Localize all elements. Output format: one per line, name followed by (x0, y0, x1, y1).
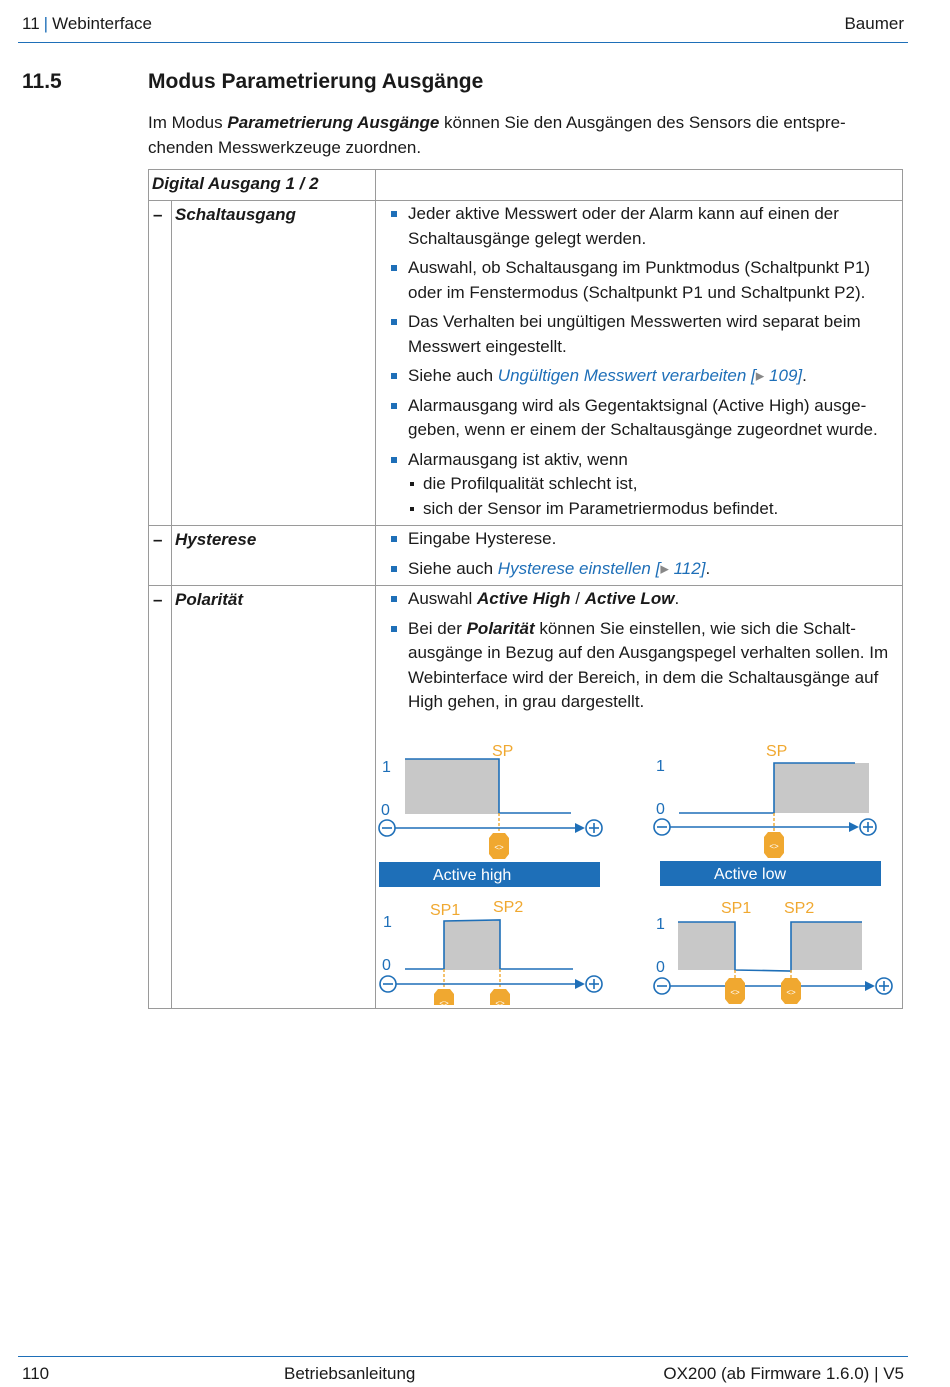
handle-glyph: <> (495, 999, 505, 1005)
text: Bei der (408, 618, 467, 638)
sub-list-item: sich der Sensor im Parametriermodus befindet. (408, 497, 899, 522)
list-item: Eingabe Hysterese. (389, 527, 899, 552)
link-ungueltigen-messwert[interactable] (498, 366, 802, 385)
sp2-handle-icon[interactable] (490, 989, 510, 1005)
sp1-handle-icon[interactable] (725, 978, 745, 1004)
high-region (444, 921, 500, 970)
high-region (405, 759, 499, 814)
sp-label: SP (492, 743, 514, 760)
list-item: Jeder aktive Messwert oder der Alarm kann auf einen der Schaltausgänge gelegt werden. (389, 202, 899, 251)
handle-glyph: <> (769, 842, 779, 851)
table-divider-dash (171, 200, 172, 1009)
row-dash: – (153, 590, 163, 609)
high-region-right (791, 922, 862, 970)
see-also-suffix: . (802, 366, 807, 385)
section-title: Modus Parametrierung Ausgänge (148, 70, 484, 93)
panel-active-high-sp (379, 743, 602, 887)
level-low-label: 0 (656, 801, 665, 818)
active-high-label: Active high (433, 867, 512, 884)
intro-paragraph (148, 110, 888, 160)
level-high-label: 1 (656, 758, 665, 775)
list-item: Auswahl, ob Schaltausgang im Punktmodus (Schaltpunkt P1) oder im Fenstermodus (Schaltpunkt P1 und Schaltpunkt P2). (389, 256, 899, 305)
link-page: 112] (668, 558, 706, 578)
high-region-left (678, 922, 735, 970)
alarm-active-text: Alarmausgang ist aktiv, wenn (408, 449, 628, 469)
level-high-label: 1 (383, 914, 392, 931)
list-item: Alarmausgang wird als Gegentaktsignal (Active High) ausge- geben, wenn er einem der Schaltausgänge zugeordnet wurde. (389, 394, 899, 443)
high-region (774, 763, 869, 813)
active-low-text: Active Low (584, 589, 675, 608)
polarity-diagram (375, 720, 900, 1005)
list-item: Das Verhalten bei ungültigen Messwerten wird separat beim Messwert eingestellt. (389, 310, 899, 359)
level-high-label: 1 (656, 916, 665, 933)
see-also-prefix: Siehe auch (408, 558, 498, 578)
schaltausgang-bullets (389, 202, 899, 526)
document-type: Betriebsanleitung (284, 1364, 416, 1383)
header-rule (18, 42, 908, 43)
see-also-suffix: . (705, 558, 711, 578)
polaritaet-bullets (389, 587, 899, 720)
see-also-prefix: Siehe auch (408, 366, 498, 385)
text: / (570, 589, 585, 608)
alarm-sub-list (408, 472, 899, 521)
product-version: OX200 (ab Firmware 1.6.0) | V5 (663, 1364, 904, 1383)
active-high-text: Active High (476, 589, 571, 608)
panel-active-low-sp (654, 743, 881, 886)
section-number: 11.5 (22, 70, 62, 93)
arrow-icon: ▸ (755, 366, 765, 385)
page-number: 110 (22, 1364, 50, 1383)
sp2-label: SP2 (493, 899, 524, 916)
page-header-chapter (22, 14, 152, 34)
brand-name: Baumer (844, 14, 904, 33)
intro-line1-rest: können Sie den Ausgängen des Sensors die entspre- (439, 113, 846, 132)
header-separator: | (43, 14, 49, 33)
footer-rule (18, 1356, 908, 1357)
table-heading: Digital Ausgang 1 / 2 (152, 174, 319, 193)
list-item (389, 617, 899, 715)
handle-glyph: <> (494, 843, 504, 852)
active-low-label: Active low (714, 866, 787, 883)
link-text: Ungültigen Messwert verarbeiten [ (497, 366, 756, 385)
handle-glyph: <> (439, 999, 449, 1005)
row-dash: – (153, 530, 163, 549)
row-label-schaltausgang: Schaltausgang (175, 205, 296, 224)
row-label-polaritaet: Polarität (175, 590, 244, 609)
list-item (389, 557, 899, 582)
intro-prefix: Im Modus (148, 113, 228, 132)
text: . (674, 589, 680, 608)
level-low-label: 0 (656, 959, 665, 976)
row-dash: – (153, 205, 163, 224)
level-low-label: 0 (381, 802, 390, 819)
chapter-number: 11 (22, 14, 40, 33)
list-item (389, 364, 899, 389)
sp1-label: SP1 (721, 900, 752, 917)
text: Auswahl (408, 589, 477, 608)
chapter-title: Webinterface (52, 14, 152, 33)
text: können Sie einstellen, wie sich die Schalt- ausgänge in Bezug auf den Ausgangspegel verhalten sollen. Im Webinterface wird der Bereich, in dem die Schaltausgänge auf High gehen, in grau dargestellt. (408, 618, 889, 711)
table-rule-head (149, 200, 902, 201)
panel-active-low-window (654, 900, 892, 1005)
list-item (389, 587, 899, 612)
arrow-icon: ▸ (660, 558, 669, 578)
sub-list-item: die Profilqualität schlecht ist, (408, 472, 899, 497)
sp-handle-icon[interactable] (764, 832, 784, 858)
level-low-label: 0 (382, 957, 391, 974)
hysterese-bullets (389, 527, 899, 586)
sp-handle-icon[interactable] (489, 833, 509, 859)
sp1-label: SP1 (430, 902, 461, 919)
link-page: 109] (764, 366, 803, 385)
link-hysterese-einstellen[interactable] (498, 559, 706, 578)
sp-label: SP (766, 743, 788, 760)
panel-active-high-window (380, 899, 602, 1005)
list-item (389, 448, 899, 522)
intro-line2: chenden Messwerkzeuge zuordnen. (148, 138, 422, 157)
sp2-handle-icon[interactable] (781, 978, 801, 1004)
intro-highlight: Parametrierung Ausgänge (227, 113, 440, 132)
handle-glyph: <> (786, 988, 796, 997)
parameter-table (148, 169, 903, 1009)
link-text: Hysterese einstellen [ (497, 558, 661, 578)
sp1-handle-icon[interactable] (434, 989, 454, 1005)
polaritaet-text: Polarität (466, 618, 535, 638)
row-label-hysterese: Hysterese (175, 530, 257, 549)
sp2-label: SP2 (784, 900, 815, 917)
handle-glyph: <> (730, 988, 740, 997)
level-high-label: 1 (382, 759, 391, 776)
